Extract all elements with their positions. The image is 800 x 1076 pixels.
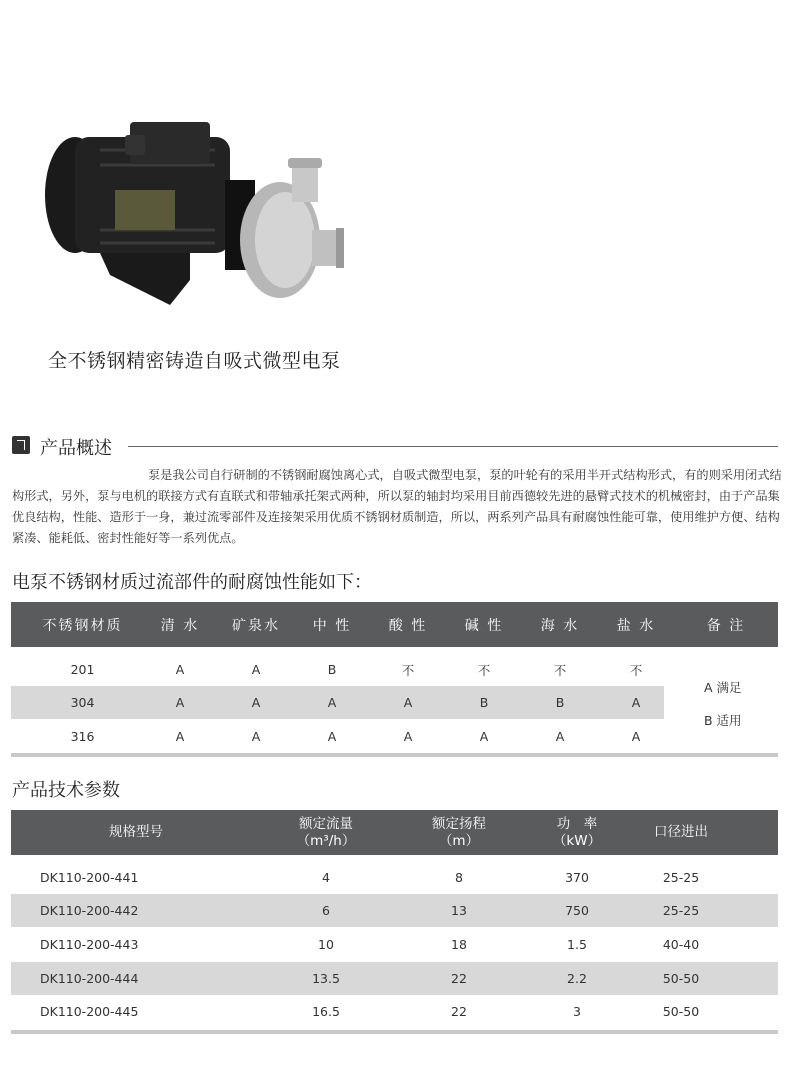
table-row (11, 720, 778, 753)
table-row (11, 962, 778, 995)
table-cell: 4 (322, 870, 330, 885)
table-cell: 不 (401, 662, 415, 678)
table-cell: A (403, 695, 413, 710)
table-cell: B (327, 662, 337, 677)
header-line1: 规格型号 (109, 824, 163, 840)
table-cell: A (251, 729, 261, 744)
header-line1: 额定扬程 (432, 815, 486, 832)
book-icon (12, 436, 30, 454)
table-cell: A (479, 729, 489, 744)
table-bottom-bar (11, 753, 778, 757)
header-cell: 备 注 (706, 617, 746, 634)
spec-table-header (11, 810, 778, 855)
model-cell: DK110-200-445 (40, 1004, 139, 1019)
table-cell: 370 (565, 870, 589, 885)
pump-product-image (30, 110, 360, 310)
header-cell: 不锈钢材质 (42, 617, 123, 634)
table-cell: 50-50 (662, 1004, 700, 1019)
table-cell: B (555, 695, 565, 710)
table-cell: 13.5 (312, 971, 340, 986)
table-cell: 2.2 (567, 971, 587, 986)
table-cell: 25-25 (662, 903, 700, 918)
model-cell: DK110-200-442 (40, 903, 139, 918)
table-cell: 40-40 (662, 937, 700, 952)
product-title: 全不锈钢精密铸造自吸式微型电泵 (48, 350, 341, 372)
table-cell: 3 (573, 1004, 581, 1019)
table-cell: 不 (477, 662, 491, 678)
header-line2: （m） (438, 832, 480, 849)
table-cell: 50-50 (662, 971, 700, 986)
table-row (11, 995, 778, 1028)
table-cell: A (327, 695, 337, 710)
table-cell: A (175, 695, 185, 710)
header-cell: 中 性 (312, 617, 352, 634)
table-row (11, 894, 778, 927)
table-cell: 750 (565, 903, 589, 918)
table-cell: 13 (451, 903, 467, 918)
table-cell: A (403, 729, 413, 744)
table-cell: 8 (455, 870, 463, 885)
table-cell: A (631, 695, 641, 710)
table-cell: A (327, 729, 337, 744)
header-line1: 额定流量 (299, 815, 353, 832)
table-cell: 10 (318, 937, 334, 952)
header-line1: 口径进出 (654, 824, 708, 840)
header-cell: 碱 性 (464, 617, 504, 634)
note-b: B 适用 (704, 713, 742, 728)
table-cell: 6 (322, 903, 330, 918)
table-cell: 不 (553, 662, 567, 678)
table-cell: 16.5 (312, 1004, 340, 1019)
table-row (11, 861, 778, 894)
table-cell: A (175, 729, 185, 744)
model-cell: DK110-200-444 (40, 971, 139, 986)
table-cell: A (631, 729, 641, 744)
model-cell: DK110-200-443 (40, 937, 139, 952)
divider-line (128, 446, 778, 447)
header-cell: 矿泉水 (232, 617, 280, 634)
header-cell (517, 810, 637, 855)
table-cell: 304 (70, 695, 95, 710)
note-a: A 满足 (704, 680, 742, 695)
table-cell: 22 (451, 971, 467, 986)
table-cell: 不 (629, 662, 643, 678)
overview-title: 产品概述 (40, 438, 112, 459)
table-cell: A (175, 662, 185, 677)
header-line1: 功 率 (556, 815, 598, 832)
header-cell (626, 810, 736, 855)
header-cell (261, 810, 391, 855)
header-line2: （m³/h） (296, 832, 356, 849)
table-cell: B (479, 695, 489, 710)
header-cell: 盐 水 (616, 617, 656, 634)
notes-cell (664, 654, 778, 754)
header-cell (394, 810, 524, 855)
table-row (11, 653, 778, 686)
spec-heading: 产品技术参数 (12, 780, 120, 801)
table-cell: 18 (451, 937, 467, 952)
table-cell: 25-25 (662, 870, 700, 885)
table-cell: 22 (451, 1004, 467, 1019)
table-cell: A (251, 695, 261, 710)
table-bottom-bar (11, 1030, 778, 1034)
corrosion-heading: 电泵不锈钢材质过流部件的耐腐蚀性能如下： (12, 572, 372, 593)
header-cell (61, 810, 211, 855)
table-row (11, 928, 778, 961)
header-cell: 海 水 (540, 617, 580, 634)
overview-text: 泵是我公司自行研制的不锈钢耐腐蚀离心式，自吸式微型电泵，泵的叶轮有的采用半开式结构形式，有的则采用闭式结构形式，另外，泵与电机的联接方式有直联式和带轴承托架式两种，所以泵的轴封均采用目前西德较先进的悬臂式技术的机械密封，由于产品集优良结构，性能、造形于一身，兼过流零部件及连接架采用优质不锈钢材质制造，所以，两系列产品具有耐腐蚀性能可靠，使用维护方便、结构紧凑、能耗低、密封性能好等一系列优点。 (12, 468, 782, 545)
model-cell: DK110-200-441 (40, 870, 139, 885)
corrosion-table-header (11, 602, 778, 647)
table-row (11, 686, 778, 719)
table-cell: A (251, 662, 261, 677)
table-cell: 201 (70, 662, 95, 677)
table-cell: 316 (70, 729, 95, 744)
header-cell: 酸 性 (388, 617, 428, 634)
header-line2: （kW） (552, 832, 602, 849)
header-cell: 清 水 (160, 617, 200, 634)
table-cell: A (555, 729, 565, 744)
table-cell: 1.5 (567, 937, 587, 952)
